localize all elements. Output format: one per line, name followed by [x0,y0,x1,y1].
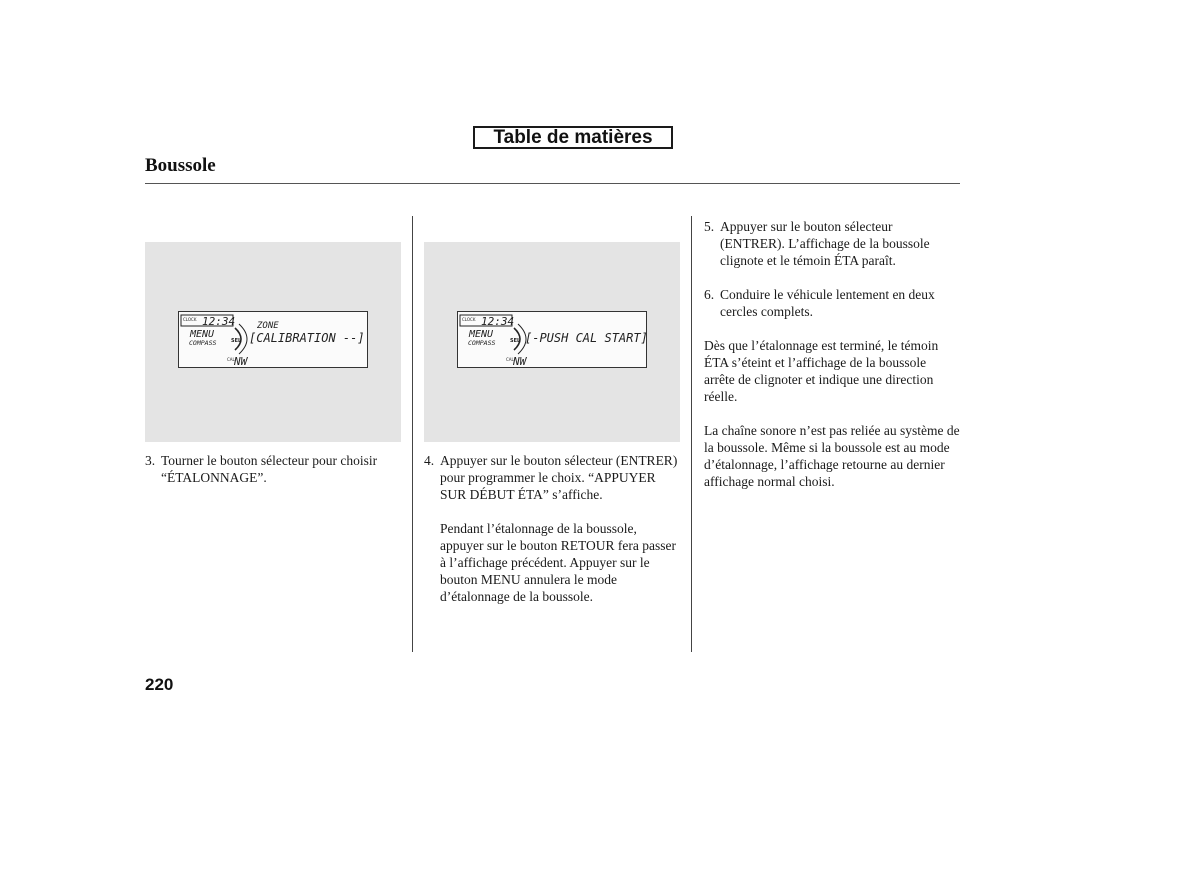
menu-label: MENU [190,329,215,340]
column-divider-right [691,216,692,652]
compass-label: COMPASS [189,339,217,347]
step-number: 4. [424,453,435,468]
column-divider-left [412,216,413,652]
lcd-screen [458,312,648,369]
section-title: Boussole [145,155,216,176]
figure-push-cal-start-display [424,242,680,442]
clock-tag: CLOCK [183,317,197,322]
completion-note: Dès que l’étalonnage est terminé, le témoin ÉTA s’éteint et l’affichage de la boussole arrête de clignoter et indique une direction réelle. [704,338,939,404]
header-rule [145,183,960,184]
column-1-text [145,452,401,486]
step-number: 3. [145,453,156,468]
heading-value: NW [513,355,527,368]
audio-note: La chaîne sonore n’est pas reliée au système de la boussole. Même si la boussole est au mode d’étalonnage, l’affichage retourne au dernier affichage normal choisi. [704,423,960,489]
zone-label: ZONE [257,321,279,331]
menu-label: MENU [469,329,494,340]
step-number: 5. [704,219,715,234]
step-4 [424,452,680,503]
clock-value: 12:34 [481,315,515,328]
step-3 [145,452,401,486]
page-number: 220 [145,675,174,694]
sel-label: SEL [231,338,242,344]
step-text: Appuyer sur le bouton sélecteur (ENTRER) pour programmer le choix. “APPUYER SUR DÉBUT ÉTA” s’affiche. [440,453,678,502]
compass-label: COMPASS [468,339,496,347]
cal-tag: CAL [227,357,235,362]
step-text: Appuyer sur le bouton sélecteur (ENTRER). L’affichage de la boussole clignote et le témoin ÉTA paraît. [720,219,930,268]
column-2-text [424,452,680,605]
table-of-contents-button[interactable]: Table de matières [473,126,673,149]
step-text: Tourner le bouton sélecteur pour choisir “ÉTALONNAGE”. [161,453,378,485]
sel-label: SEL [510,338,521,344]
lcd-panel [178,311,368,368]
cal-tag: CAL [506,357,514,362]
step-6 [704,286,960,320]
clock-tag: CLOCK [462,317,476,322]
clock-value: 12:34 [202,315,236,328]
step-4-note: Pendant l’étalonnage de la boussole, appuyer sur le bouton RETOUR fera passer à l’affichage précédent. Appuyer sur le bouton MENU annulera le mode d’étalonnage de la boussole. [440,521,676,604]
display-text: [CALIBRATION --] [249,331,365,345]
lcd-panel [457,311,647,368]
display-text: [-PUSH CAL START] [525,331,648,345]
step-5 [704,218,960,269]
step-number: 6. [704,287,715,302]
column-3-text [704,218,960,490]
figure-calibration-display [145,242,401,442]
step-text: Conduire le véhicule lentement en deux cercles complets. [720,287,935,319]
lcd-screen [179,312,369,369]
heading-value: NW [234,355,248,368]
